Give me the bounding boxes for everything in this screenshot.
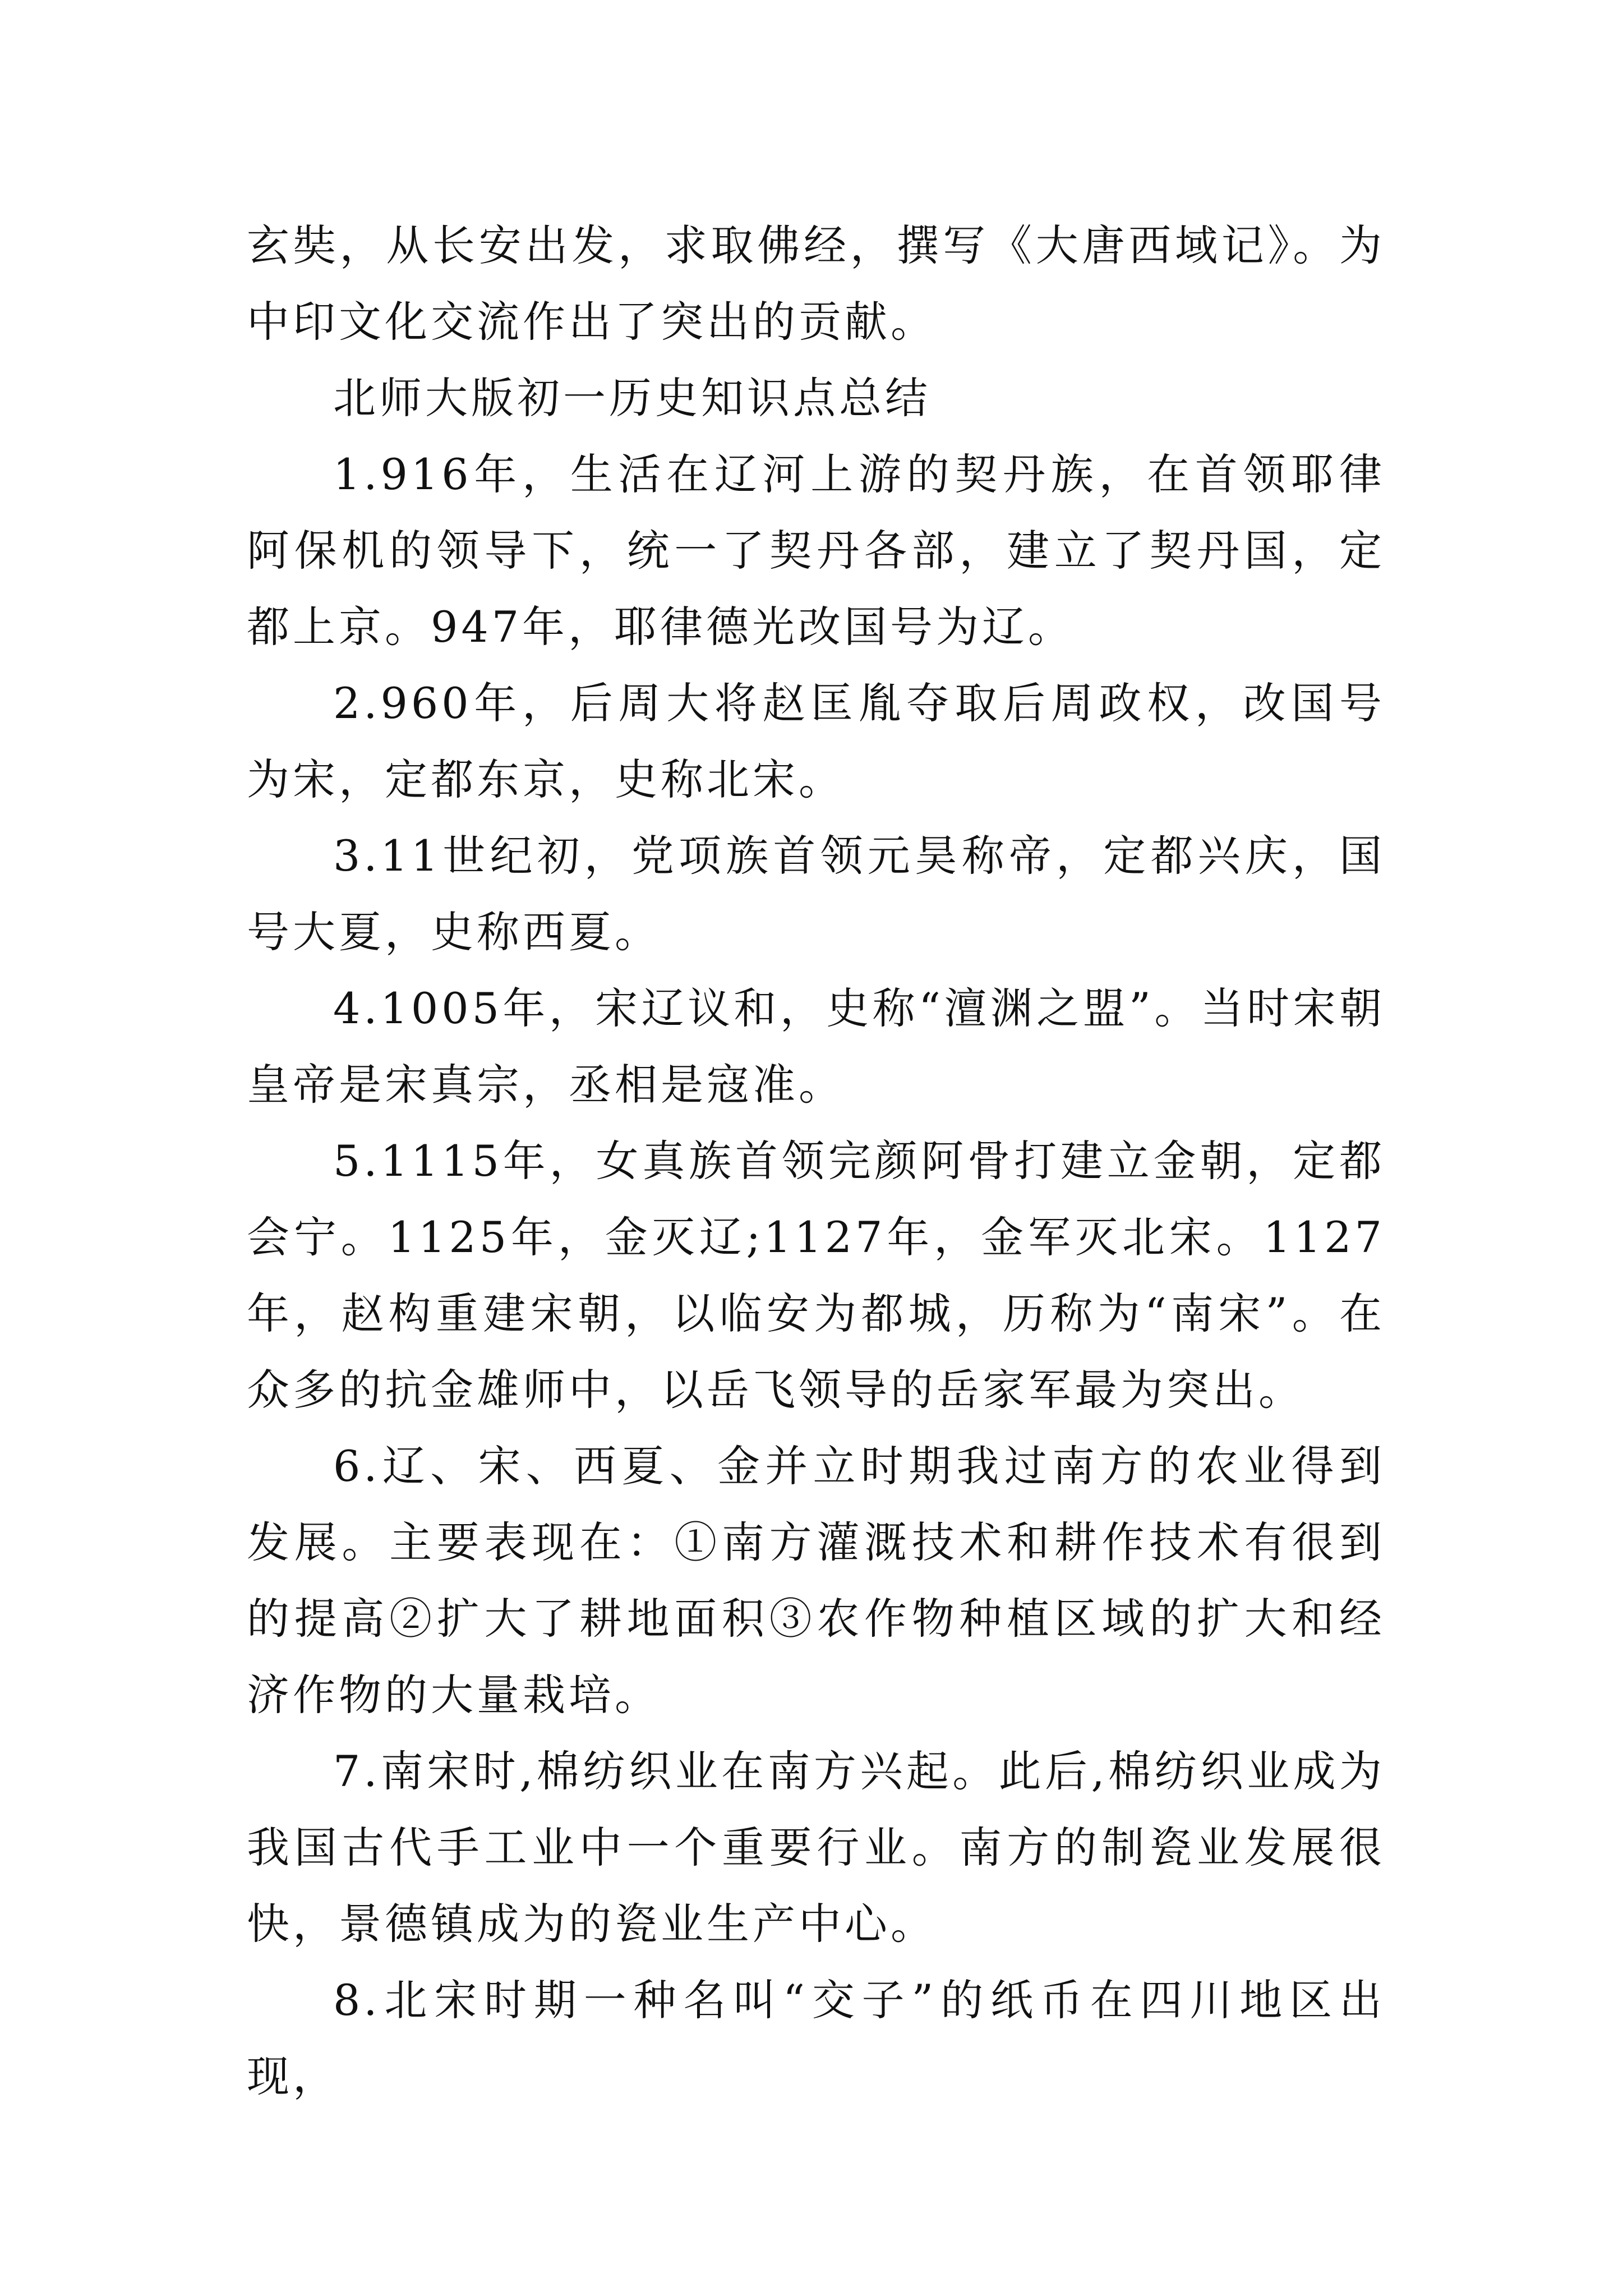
- paragraph-intro: 玄奘，从长安出发，求取佛经，撰写《大唐西域记》。为中印文化交流作出了突出的贡献。: [247, 220, 1385, 347]
- paragraph-item-1: 1.916年，生活在辽河上游的契丹族，在首领耶律阿保机的领导下，统一了契丹各部，建立了契丹国，定都上京。947年，耶律德光改国号为辽。: [247, 449, 1385, 652]
- document-body: [247, 208, 1385, 2115]
- paragraph-item-8: 8.北宋时期一种名叫“交子”的纸币在四川地区出现，: [247, 1975, 1385, 2101]
- paragraph-item-5: 5.1115年，女真族首领完颜阿骨打建立金朝，定都会宁。1125年，金灭辽;1127年，金军灭北宋。1127年，赵构重建宋朝，以临安为都城，历称为“南宋”。在众多的抗金雄师中，以岳飞领导的岳家军最为突出。: [247, 1136, 1385, 1415]
- paragraph-item-7: 7.南宋时,棉纺织业在南方兴起。此后,棉纺织业成为我国古代手工业中一个重要行业。南方的制瓷业发展很快，景德镇成为的瓷业生产中心。: [247, 1746, 1385, 1949]
- paragraph-item-4: 4.1005年，宋辽议和，史称“澶渊之盟”。当时宋朝皇帝是宋真宗，丞相是寇准。: [247, 983, 1385, 1110]
- paragraph-item-2: 2.960年，后周大将赵匡胤夺取后周政权，改国号为宋，定都东京，史称北宋。: [247, 678, 1385, 804]
- section-heading: 北师大版初一历史知识点总结: [333, 373, 931, 423]
- paragraph-item-3: 3.11世纪初，党项族首领元昊称帝，定都兴庆，国号大夏，史称西夏。: [247, 831, 1385, 957]
- paragraph-item-6: 6.辽、宋、西夏、金并立时期我过南方的农业得到发展。主要表现在：①南方灌溉技术和耕作技术有很到的提高②扩大了耕地面积③农作物种植区域的扩大和经济作物的大量栽培。: [247, 1441, 1385, 1720]
